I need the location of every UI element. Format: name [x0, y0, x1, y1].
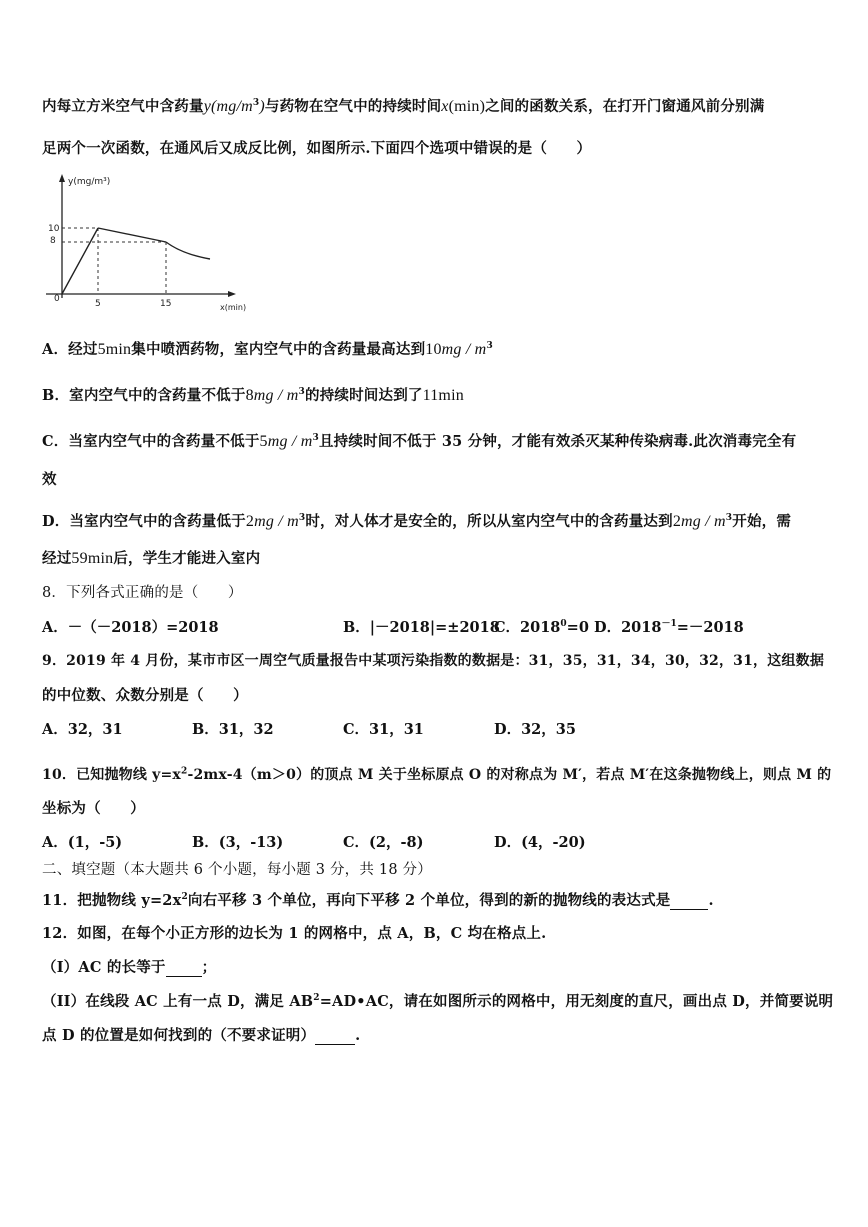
- section-heading: 二、填空题（本大题共 6 个小题，每小题 3 分，共 18 分）: [42, 862, 432, 878]
- q11-line: 11．把抛物线 $y=2x^2$向右平移 3 个单位，再向下平移 2 个单位，得到的新的抛物线的表达式是 .: [42, 892, 714, 909]
- q12-part1: （I）AC 的长等于 ；: [42, 959, 217, 976]
- q10-option-d: D．(4，-20): [494, 834, 586, 851]
- q8-option-d: D．$2018^{-1}=-2018$: [594, 619, 744, 636]
- q7-option-a: A．经过5min集中喷洒药物，室内空气中的含药量最高达到$10mg / m^3$: [42, 341, 493, 358]
- q7-line2: 足两个一次函数，在通风后又成反比例，如图所示.下面四个选项中错误的是（ ）: [42, 140, 592, 157]
- q9-option-d: D．32，35: [494, 721, 576, 738]
- origin-label: 0: [54, 294, 60, 304]
- x-axis-label: x(min): [220, 303, 247, 312]
- q12-part2: （II）在线段 AC 上有一点 D，满足 $AB^2=AD•AC$，请在如图所示的网格中，用无刻度的直尺，画出点 D，并简要说明: [42, 993, 834, 1010]
- q7-line1: 内每立方米空气中含药量$y(mg/m^3)$与药物在空气中的持续时间x(min)之间的函数关系，在打开门窗通风前分别满: [42, 98, 765, 115]
- y-axis-arrow: [59, 174, 65, 182]
- q10-line2: 坐标为（ ）: [42, 800, 145, 817]
- q7-option-c: C．当室内空气中的含药量不低于$5mg / m^3$且持续时间不低于 35 分钟，才能有效杀灭某种传染病毒.此次消毒完全有: [42, 433, 797, 450]
- inverse-curve: [166, 242, 210, 259]
- x-axis-arrow: [228, 291, 236, 297]
- y-tick-10: 10: [48, 224, 60, 234]
- q9-line2: 的中位数、众数分别是（ ）: [42, 687, 248, 704]
- q9-option-c: C．31，31: [343, 721, 424, 738]
- q12-part2-blank[interactable]: [315, 1027, 355, 1045]
- q9-option-a: A．32，31: [42, 721, 123, 738]
- decline-segment: [98, 228, 166, 242]
- q10-option-c: C．(2，-8): [343, 834, 424, 851]
- q12-stem: 12．如图，在每个小正方形的边长为 1 的网格中，点 A，B，C 均在格点上.: [42, 925, 547, 942]
- q7-option-b: B．室内空气中的含药量不低于$8mg / m^3$的持续时间达到了11min: [42, 387, 464, 404]
- q12-part1-blank[interactable]: [166, 959, 202, 977]
- q7-option-d-cont: 经过59min后，学生才能进入室内: [42, 550, 261, 567]
- q10-option-b: B．(3，-13): [192, 834, 284, 851]
- q10-line1: 10．已知抛物线 $y=x^2-2mx-4(m>0)$的顶点 M 关于坐标原点 O 的对称点为 M′，若点 M′在这条抛物线上，则点 M 的: [42, 766, 832, 783]
- q12-part2-line2: 点 D 的位置是如何找到的（不要求证明） .: [42, 1027, 361, 1044]
- y-axis-label: y(mg/m³): [68, 177, 111, 187]
- q8-option-c: C．$2018^0=0$: [494, 619, 589, 636]
- q10-option-a: A．(1，-5): [42, 834, 123, 851]
- x-tick-15: 15: [160, 299, 172, 309]
- q9-line1: 9．2019 年 4 月份，某市市区一周空气质量报告中某项污染指数的数据是：31，35，31，34，30，32，31，这组数据: [42, 653, 825, 669]
- x-tick-5: 5: [95, 299, 101, 309]
- y-tick-8: 8: [50, 236, 56, 246]
- rise-segment: [62, 228, 98, 294]
- q7-option-d: D．当室内空气中的含药量低于$2mg / m^3$时，对人体才是安全的，所以从室内空气中的含药量达到$2mg / m^3$开始，需: [42, 513, 792, 530]
- q7-graph: [42, 170, 247, 320]
- q11-answer-blank[interactable]: [670, 892, 708, 910]
- q9-option-b: B．31，32: [192, 721, 274, 738]
- q8-option-a: A．－（－2018）=2018: [42, 619, 219, 636]
- q8-stem: 8．下列各式正确的是（ ）: [42, 585, 243, 601]
- q7-option-c-cont: 效: [42, 471, 57, 488]
- q8-option-b: B．|－2018|=±2018: [343, 619, 500, 636]
